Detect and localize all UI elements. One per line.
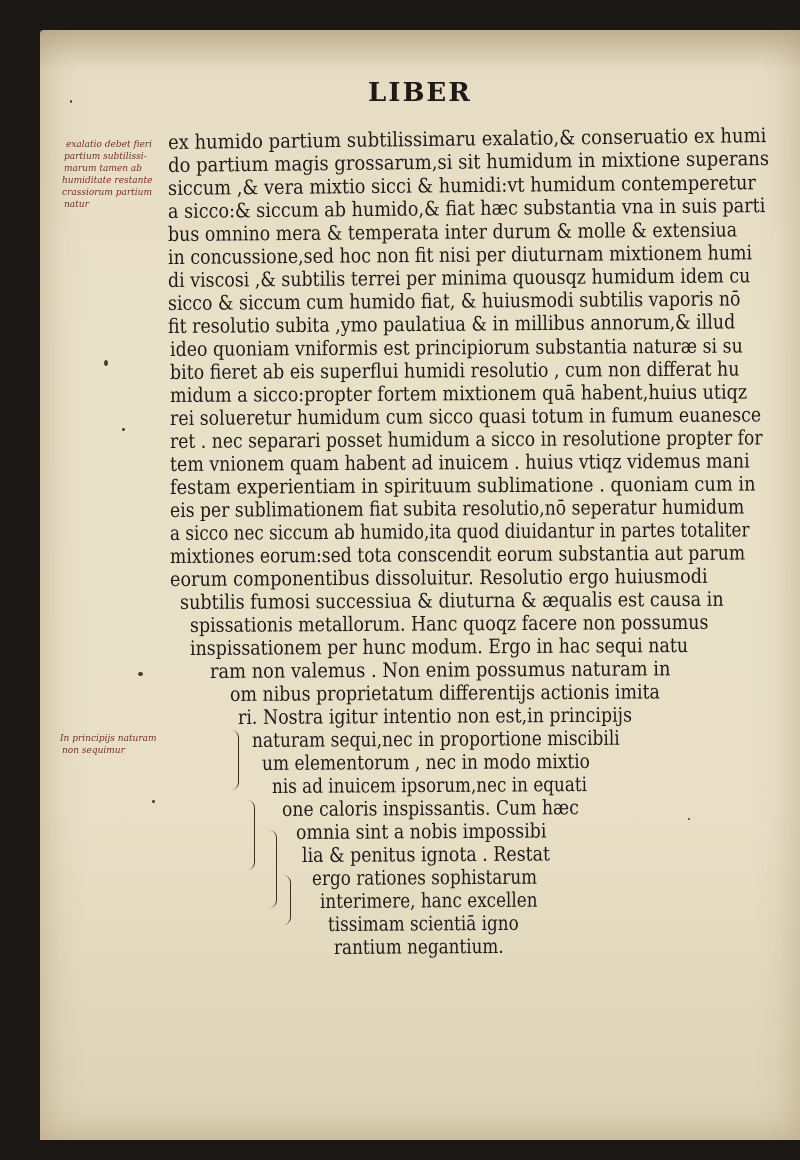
text-line: one caloris inspissantis. Cum hæc bbox=[281, 795, 579, 821]
text-line: a sicco:& siccum ab humido,& fiat hæc substantia vna in suis parti bbox=[167, 193, 766, 223]
text-line: fit resolutio subita ,ymo paulatiua & in millibus annorum,& illud bbox=[167, 309, 736, 338]
text-line: eorum componentibus dissoluitur. Resolutio ergo huiusmodi bbox=[169, 563, 708, 591]
margin-bracket bbox=[240, 800, 255, 870]
marginal-note: exalatio debet fieri bbox=[66, 140, 152, 150]
text-line: nis ad inuicem ipsorum,nec in equati bbox=[271, 772, 588, 798]
text-line: interimere, hanc excellen bbox=[319, 887, 538, 913]
text-line: inspissationem per hunc modum. Ergo in hac sequi natu bbox=[189, 633, 689, 660]
text-line: ideo quoniam vniformis est principiorum substantia naturæ si su bbox=[169, 333, 743, 361]
text-line: rantium negantium. bbox=[333, 933, 504, 959]
marginal-note: humiditate restante bbox=[62, 176, 153, 186]
marginal-note: natur bbox=[64, 200, 89, 210]
marginal-note: In principijs naturam bbox=[60, 734, 157, 744]
text-line: ret . nec separari posset humidum a sicco in resolutione propter for bbox=[169, 425, 763, 453]
margin-bracket bbox=[276, 875, 291, 925]
text-line: subtilis fumosi successiua & diuturna & æqualis est causa in bbox=[179, 586, 724, 614]
text-line: naturam sequi,nec in proportione miscibili bbox=[251, 725, 620, 752]
text-line: eis per sublimationem fiat subita resolutio,nō seperatur humidum bbox=[169, 494, 745, 522]
marginal-note: marum tamen ab bbox=[64, 164, 143, 174]
paper-speck bbox=[152, 800, 155, 803]
margin-bracket bbox=[262, 830, 277, 908]
text-line: om nibus proprietatum differentijs actionis imita bbox=[229, 679, 660, 706]
text-line: tem vnionem quam habent ad inuicem . huius vtiqz videmus mani bbox=[169, 448, 750, 476]
text-line: sicco & siccum cum humido fiat, & huiusmodi subtilis vaporis nō bbox=[167, 286, 741, 315]
text-line: mixtiones eorum:sed tota conscendit eorum substantia aut parum bbox=[169, 540, 746, 568]
text-line: di viscosi ,& subtilis terrei per minima quousqz humidum idem cu bbox=[167, 263, 751, 292]
text-line: tissimam scientiā igno bbox=[327, 910, 519, 936]
paper-speck bbox=[122, 428, 125, 431]
running-header: LIBER bbox=[368, 78, 472, 108]
book-page bbox=[40, 30, 800, 1140]
paper-speck bbox=[138, 672, 143, 676]
paper-speck bbox=[688, 818, 690, 820]
text-line: siccum ,& vera mixtio sicci & humidi:vt humidum contemperetur bbox=[167, 170, 756, 200]
text-line: rei solueretur humidum cum sicco quasi totum in fumum euanesce bbox=[169, 402, 762, 430]
marginal-note: crassiorum partium bbox=[62, 188, 152, 198]
paper-speck bbox=[70, 100, 72, 103]
text-line: festam experientiam in spirituum sublimatione . quoniam cum in bbox=[169, 471, 756, 499]
text-line: ergo rationes sophistarum bbox=[311, 864, 538, 890]
text-line: a sicco nec siccum ab humido,ita quod diuidantur in partes totaliter bbox=[169, 517, 750, 545]
text-line: ram non valemus . Non enim possumus naturam in bbox=[209, 656, 671, 683]
paper-speck bbox=[104, 360, 108, 366]
text-line: midum a sicco:propter fortem mixtionem quā habent,huius utiqz bbox=[169, 379, 748, 407]
text-line: spissationis metallorum. Hanc quoqz facere non possumus bbox=[189, 609, 709, 637]
text-line: ri. Nostra igitur intentio non est,in principijs bbox=[237, 702, 633, 729]
text-line: omnia sint a nobis impossibi bbox=[295, 818, 547, 844]
text-line: do partium magis grossarum,si sit humidum in mixtione superans bbox=[167, 146, 770, 177]
text-line: bito fieret ab eis superflui humidi resolutio , cum non differat hu bbox=[169, 356, 740, 384]
margin-bracket bbox=[224, 730, 239, 790]
text-line: um elementorum , nec in modo mixtio bbox=[261, 748, 590, 775]
text-line: ex humido partium subtilissimaru exalatio,& conseruatio ex humi bbox=[167, 123, 767, 154]
text-line: in concussione,sed hoc non fit nisi per diuturnam mixtionem humi bbox=[167, 240, 753, 269]
text-line: bus omnino mera & temperata inter durum & molle & extensiua bbox=[167, 217, 738, 246]
marginal-note: partium subtilissi- bbox=[64, 152, 147, 162]
text-line: lia & penitus ignota . Restat bbox=[301, 841, 551, 867]
marginal-note: non sequimur bbox=[62, 746, 125, 756]
